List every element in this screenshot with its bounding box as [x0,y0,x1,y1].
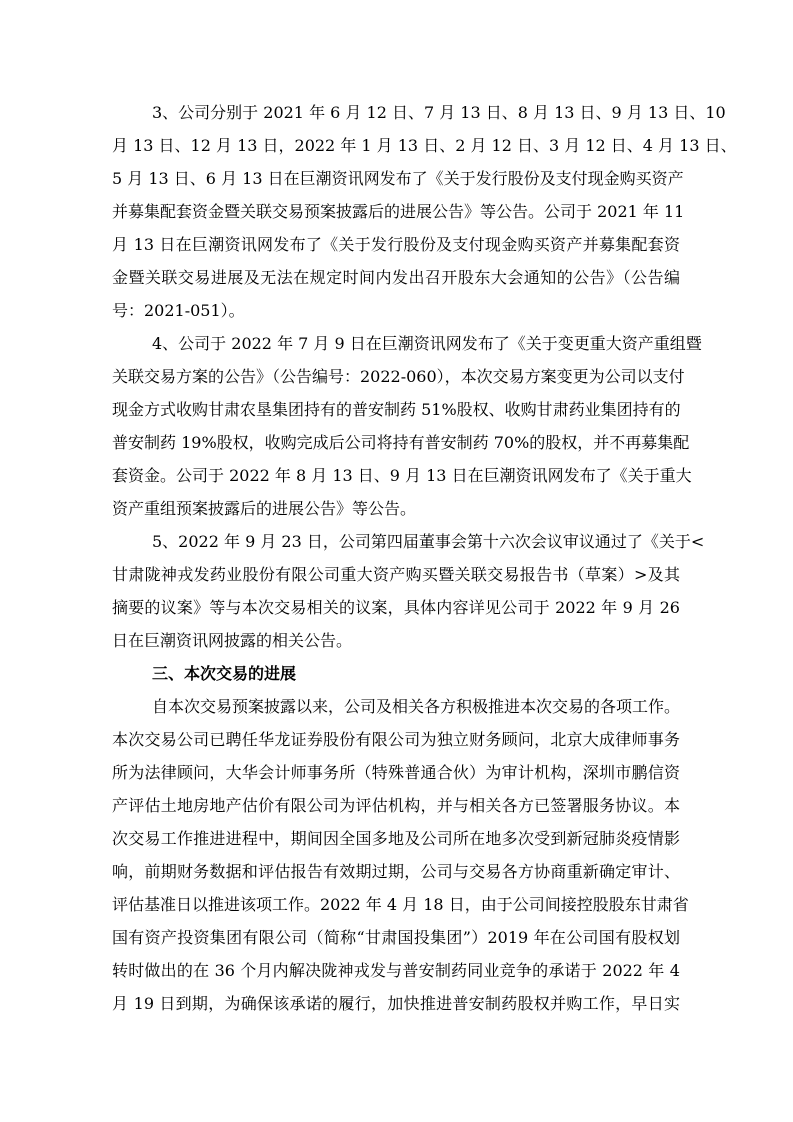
text-line: 月 19 日到期，为确保该承诺的履行，加快推进普安制药股权并购工作，早日实 [112,994,680,1013]
text-line: 5、2022 年 9 月 23 日，公司第四届董事会第十六次会议审议通过了《关于< [152,532,705,551]
text-line: 产评估土地房地产估价有限公司为评估机构，并与相关各方已签署服务协议。本 [112,796,680,815]
text-line: 号：2021-051）。 [112,301,245,320]
text-line: 普安制药 19%股权，收购完成后公司将持有普安制药 70%的股权，并不再募集配 [112,433,690,452]
text-line: 套资金。公司于 2022 年 8 月 13 日、9 月 13 日在巨潮资讯网发布了《关于重大 [112,466,692,485]
text-line: 国有资产投资集团有限公司（简称“甘肃国投集团”）2019 年在公司国有股权划 [112,928,680,947]
text-line: 资产重组预案披露后的进展公告》等公告。 [112,499,417,518]
section-heading-text: 三、本次交易的进展 [152,664,297,683]
text-line: 月 13 日在巨潮资讯网发布了《关于发行股份及支付现金购买资产并募集配套资 [112,235,680,254]
text-line: 日在巨潮资讯网披露的相关公告。 [112,631,353,650]
paragraph-item-3 [112,96,737,327]
text-line: 甘肃陇神戎发药业股份有限公司重大资产购买暨关联交易报告书（草案）>及其 [112,565,680,584]
paragraph-item-5 [112,525,705,657]
paragraph-item-4 [112,327,702,525]
text-line: 关联交易方案的公告》（公告编号：2022-060），本次交易方案变更为公司以支付 [112,367,685,386]
text-line: 现金方式收购甘肃农垦集团持有的普安制药 51%股权、收购甘肃药业集团持有的 [112,400,681,419]
text-line: 3、公司分别于 2021 年 6 月 12 日、7 月 13 日、8 月 13 日、9 月 13 日、10 [152,103,726,122]
document-content [112,96,737,1020]
text-line: 4、公司于 2022 年 7 月 9 日在巨潮资讯网发布了《关于变更重大资产重组暨 [152,334,702,353]
text-line: 所为法律顾问，大华会计师事务所（特殊普通合伙）为审计机构，深圳市鹏信资 [112,763,680,782]
text-line: 转时做出的在 36 个月内解决陇神戎发与普安制药同业竞争的承诺于 2022 年 4 [112,961,680,980]
text-line: 自本次交易预案披露以来，公司及相关各方积极推进本次交易的各项工作。 [152,697,681,716]
paragraph-progress [112,690,689,1020]
text-line: 评估基准日以推进该项工作。2022 年 4 月 18 日，由于公司间接控股股东甘肃省 [112,895,689,914]
text-line: 金暨关联交易进展及无法在规定时间内发出召开股东大会通知的公告》（公告编 [112,268,680,287]
text-line: 响，前期财务数据和评估报告有效期过期，公司与交易各方协商重新确定审计、 [112,862,680,881]
text-line: 次交易工作推进进程中，期间因全国多地及公司所在地多次受到新冠肺炎疫情影 [112,829,680,848]
text-line: 本次交易公司已聘任华龙证券股份有限公司为独立财务顾问，北京大成律师事务 [112,730,680,749]
text-line: 摘要的议案》等与本次交易相关的议案，具体内容详见公司于 2022 年 9 月 26 [112,598,680,617]
text-line: 月 13 日、12 月 13 日，2022 年 1 月 13 日、2 月 12 日、3 月 12 日、4 月 13 日、 [112,136,737,155]
text-line: 并募集配套资金暨关联交易预案披露后的进展公告》等公告。公司于 2021 年 11 [112,202,685,221]
text-line: 5 月 13 日、6 月 13 日在巨潮资讯网发布了《关于发行股份及支付现金购买资产 [112,169,684,188]
section-heading-progress [112,657,680,690]
